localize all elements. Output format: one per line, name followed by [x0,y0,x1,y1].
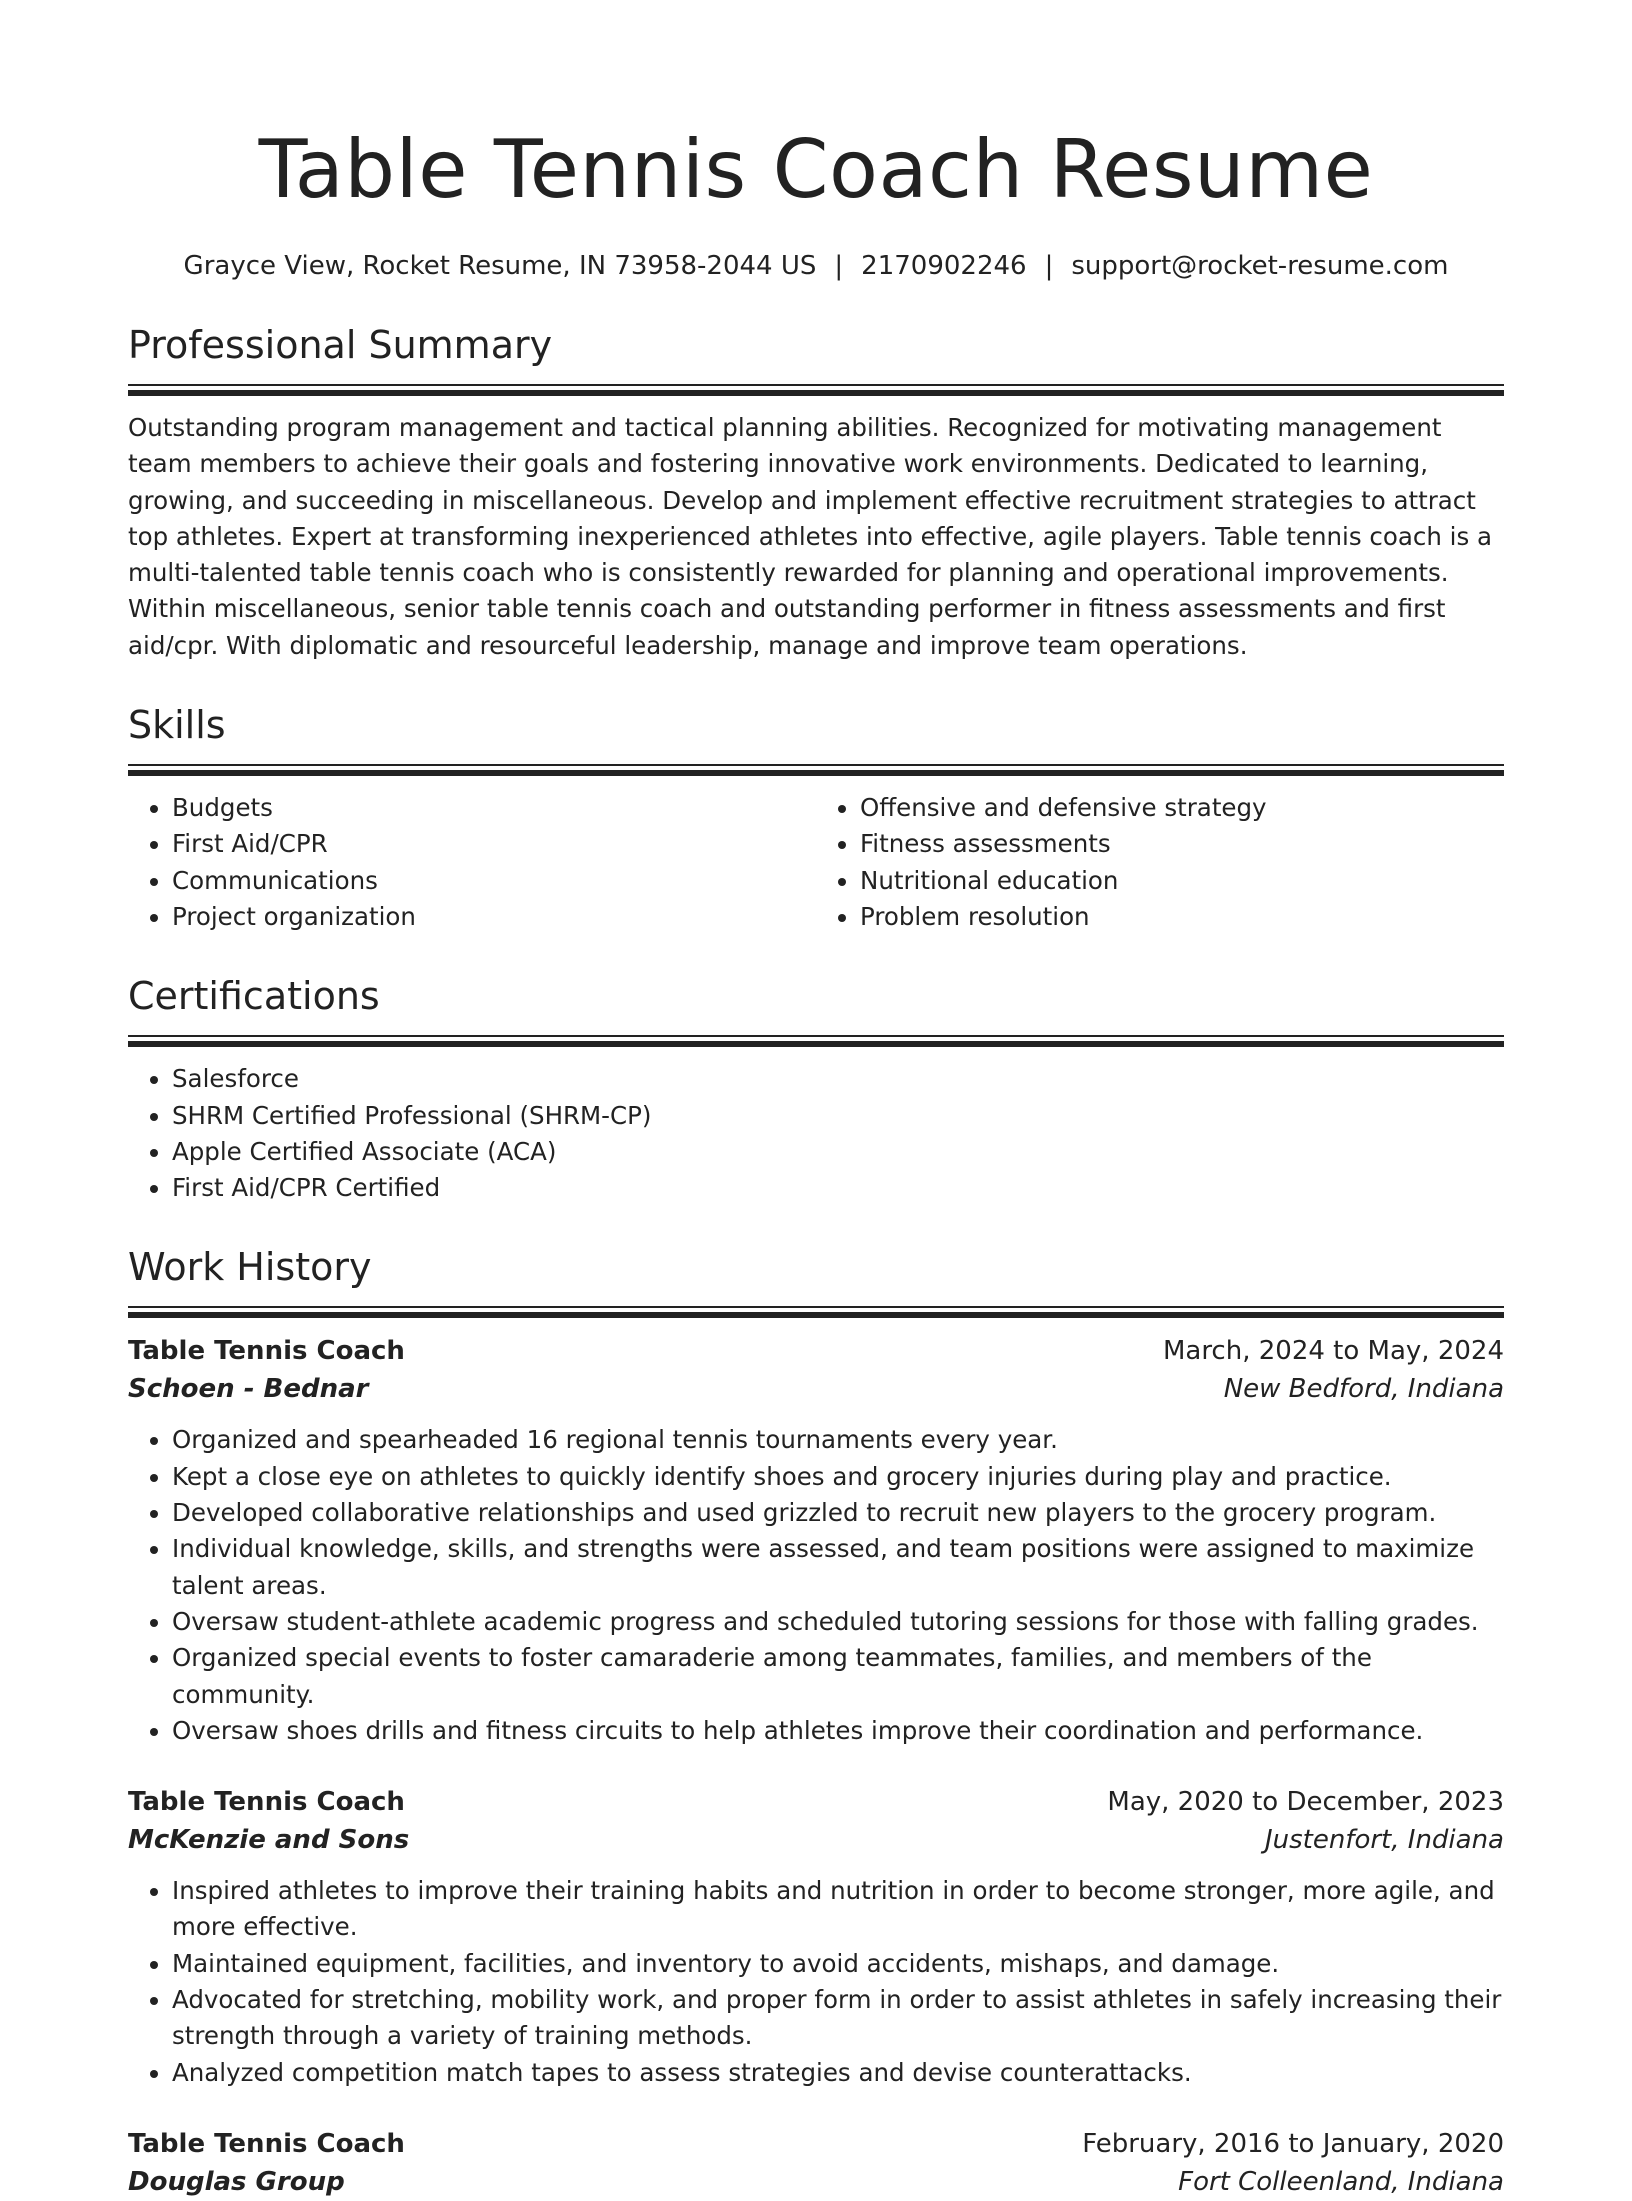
job-dates: May, 2020 to December, 2023 [1107,1787,1504,1818]
certification-item: • SHRM Certified Professional (SHRM-CP) [172,1098,1504,1134]
section-heading: Work History [128,1245,372,1290]
job-company: Douglas Group [128,2166,345,2197]
job-entry [128,2125,1504,2201]
job-company: McKenzie and Sons [128,1825,410,1856]
skills-list-left [128,790,816,935]
skills-columns [128,790,1504,935]
contact-separator: | [834,251,844,281]
job-title: Table Tennis Coach [128,2128,405,2159]
job-company: Schoen - Bednar [128,1374,369,1405]
skill-item: • Offensive and defensive strategy [860,790,1504,826]
job-bullet: • Oversaw shoes drills and fitness circuits to help athletes improve their coordination and performance. [172,1713,1504,1749]
section-divider [128,1306,1504,1318]
section-divider [128,764,1504,776]
professional-summary-section [128,320,1504,664]
skill-item: • Communications [172,863,816,899]
section-divider [128,1035,1504,1047]
job-employer-row [128,1370,1504,1408]
contact-email[interactable]: support@rocket-resume.com [1071,251,1449,281]
job-header-row [128,1783,1504,1821]
job-location: New Bedford, Indiana [1223,1374,1504,1405]
skills-section [128,700,1504,935]
skill-item: • First Aid/CPR [172,826,816,862]
certification-item: • First Aid/CPR Certified [172,1170,1504,1206]
contact-separator: | [1044,251,1054,281]
certification-item: • Salesforce [172,1061,1504,1097]
job-bullet: • Organized and spearheaded 16 regional tennis tournaments every year. [172,1422,1504,1458]
job-location: Justenfort, Indiana [1264,1825,1504,1856]
job-bullet: • Maintained equipment, facilities, and inventory to avoid accidents, mishaps, and damage. [172,1946,1504,1982]
job-employer-row [128,1821,1504,1859]
skill-item: • Budgets [172,790,816,826]
job-employer-row [128,2163,1504,2201]
skill-item: • Project organization [172,899,816,935]
contact-address: Grayce View, Rocket Resume, IN 73958-2044 US [183,251,817,281]
job-bullet: • Oversaw student-athlete academic progress and scheduled tutoring sessions for those with falling grades. [172,1604,1504,1640]
work-history-section [128,1242,1504,2200]
skills-list-right [816,790,1504,935]
section-divider [128,384,1504,396]
job-header-row [128,1332,1504,1370]
certifications-list [128,1061,1504,1206]
resume-title: Table Tennis Coach Resume [258,123,1374,216]
skill-item: • Problem resolution [860,899,1504,935]
job-bullet: • Inspired athletes to improve their training habits and nutrition in order to become stronger, more agile, and more effective. [172,1873,1504,1946]
job-bullets [128,1873,1504,2091]
job-header-row [128,2125,1504,2163]
job-entry [128,1332,1504,1749]
skill-item: • Nutritional education [860,863,1504,899]
job-bullet: • Advocated for stretching, mobility work, and proper form in order to assist athletes in safely increasing their strength through a variety of training methods. [172,1982,1504,2055]
contact-phone: 2170902246 [861,251,1027,281]
job-bullet: • Kept a close eye on athletes to quickly identify shoes and grocery injuries during play and practice. [172,1459,1504,1495]
contact-line [128,248,1504,284]
job-bullet: • Developed collaborative relationships and used grizzled to recruit new players to the grocery program. [172,1495,1504,1531]
certifications-section [128,971,1504,1206]
job-title: Table Tennis Coach [128,1787,405,1818]
job-bullet: • Analyzed competition match tapes to assess strategies and devise counterattacks. [172,2055,1504,2091]
section-heading: Certifications [128,974,380,1019]
skill-item: • Fitness assessments [860,826,1504,862]
job-entry [128,1783,1504,2091]
job-title: Table Tennis Coach [128,1336,405,1367]
section-heading: Professional Summary [128,323,553,367]
section-heading: Skills [128,703,226,748]
job-bullet: • Organized special events to foster camaraderie among teammates, families, and members of the community. [172,1640,1504,1713]
summary-text: Outstanding program management and tactical planning abilities. Recognized for motivating management team members to achieve their goals and fostering innovative work environments. Dedicated to learning, growing, and succeeding in miscellaneous. Develop and implement effective recruitment strategies to attract top athletes. Expert at transforming inexperienced athletes into effective, agile players. Table tennis coach is a multi-talented table tennis coach who is consistently rewarded for planning and operational improvements. Within miscellaneous, senior table tennis coach and outstanding performer in fitness assessments and first aid/cpr. With diplomatic and resourceful leadership, manage and improve team operations. [128,413,1493,660]
job-location: Fort Colleenland, Indiana [1178,2166,1504,2197]
certification-item: • Apple Certified Associate (ACA) [172,1134,1504,1170]
job-bullet: • Individual knowledge, skills, and strengths were assessed, and team positions were assigned to maximize talent areas. [172,1531,1504,1604]
job-dates: March, 2024 to May, 2024 [1162,1336,1504,1367]
job-bullets [128,1422,1504,1749]
job-dates: February, 2016 to January, 2020 [1082,2128,1504,2159]
